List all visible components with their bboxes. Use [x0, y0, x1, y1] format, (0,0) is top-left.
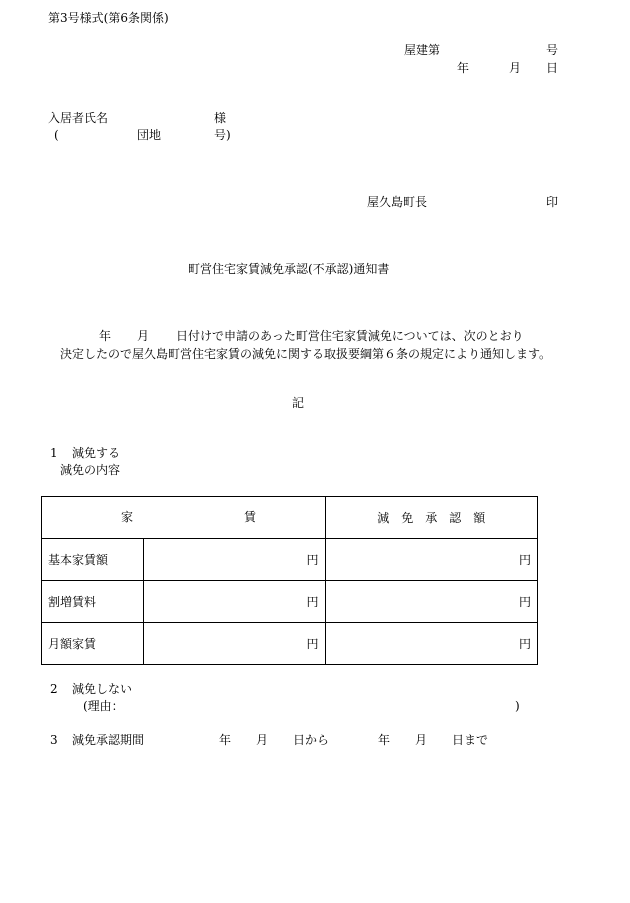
table-row	[42, 539, 538, 581]
body-year: 年	[99, 329, 112, 343]
approved-amount-cell: 円	[325, 581, 537, 623]
header-approved-amount: 減 免 承 認 額	[325, 497, 537, 539]
section2-label: 減免しない	[72, 682, 133, 696]
issuer-title: 屋久島町長	[367, 195, 428, 209]
rent-amount-cell: 円	[144, 581, 325, 623]
period-to-day: 日まで	[452, 733, 489, 747]
row-label: 月額家賃	[42, 623, 144, 665]
body-month: 月	[137, 329, 150, 343]
recipient-complex-label: 団地	[137, 128, 162, 142]
table-row	[42, 623, 538, 665]
section1-number: 1	[50, 446, 58, 460]
table-row	[42, 581, 538, 623]
section1-sub-label: 減免の内容	[60, 463, 121, 477]
issue-date-year: 年	[457, 61, 470, 75]
period-from-day: 日から	[293, 733, 330, 747]
period-from-year: 年	[219, 733, 232, 747]
header-rent	[42, 497, 326, 539]
reduction-table	[41, 496, 538, 665]
reference-prefix: 屋建第	[404, 43, 441, 57]
row-label: 基本家賃額	[42, 539, 144, 581]
section2-reason-open: (理由：	[83, 699, 124, 713]
issue-date-day: 日	[546, 61, 559, 75]
issue-date-month: 月	[509, 61, 522, 75]
section3-label: 減免承認期間	[72, 733, 145, 747]
record-mark: 記	[292, 396, 305, 410]
section1-label: 減免する	[72, 446, 121, 460]
header-rent-char1: 家	[121, 510, 134, 524]
recipient-open-paren: (	[54, 128, 59, 142]
approved-amount-cell: 円	[325, 623, 537, 665]
period-from-month: 月	[256, 733, 269, 747]
period-to-year: 年	[378, 733, 391, 747]
table-header-row	[42, 497, 538, 539]
header-rent-char2: 賃	[244, 510, 257, 524]
recipient-name-label: 入居者氏名	[48, 111, 109, 125]
section2-reason-close: )	[515, 699, 520, 713]
rent-amount-cell: 円	[144, 539, 325, 581]
section3-number: 3	[50, 733, 58, 747]
row-label: 割増賃料	[42, 581, 144, 623]
section2-number: 2	[50, 682, 58, 696]
reference-suffix: 号	[546, 43, 559, 57]
body-line2: 決定したので屋久島町営住宅家賃の減免に関する取扱要綱第６条の規定により通知します。	[60, 347, 552, 361]
document-title: 町営住宅家賃減免承認(不承認)通知書	[188, 262, 390, 276]
recipient-unit-suffix: 号)	[214, 128, 231, 142]
rent-amount-cell: 円	[144, 623, 325, 665]
form-number: 第3号様式(第6条関係)	[48, 11, 169, 25]
issuer-seal: 印	[546, 195, 559, 209]
period-to-month: 月	[415, 733, 428, 747]
body-line1: 日付けで申請のあった町営住宅家賃減免については、次のとおり	[176, 329, 524, 343]
recipient-honorific: 様	[214, 111, 227, 125]
approved-amount-cell: 円	[325, 539, 537, 581]
